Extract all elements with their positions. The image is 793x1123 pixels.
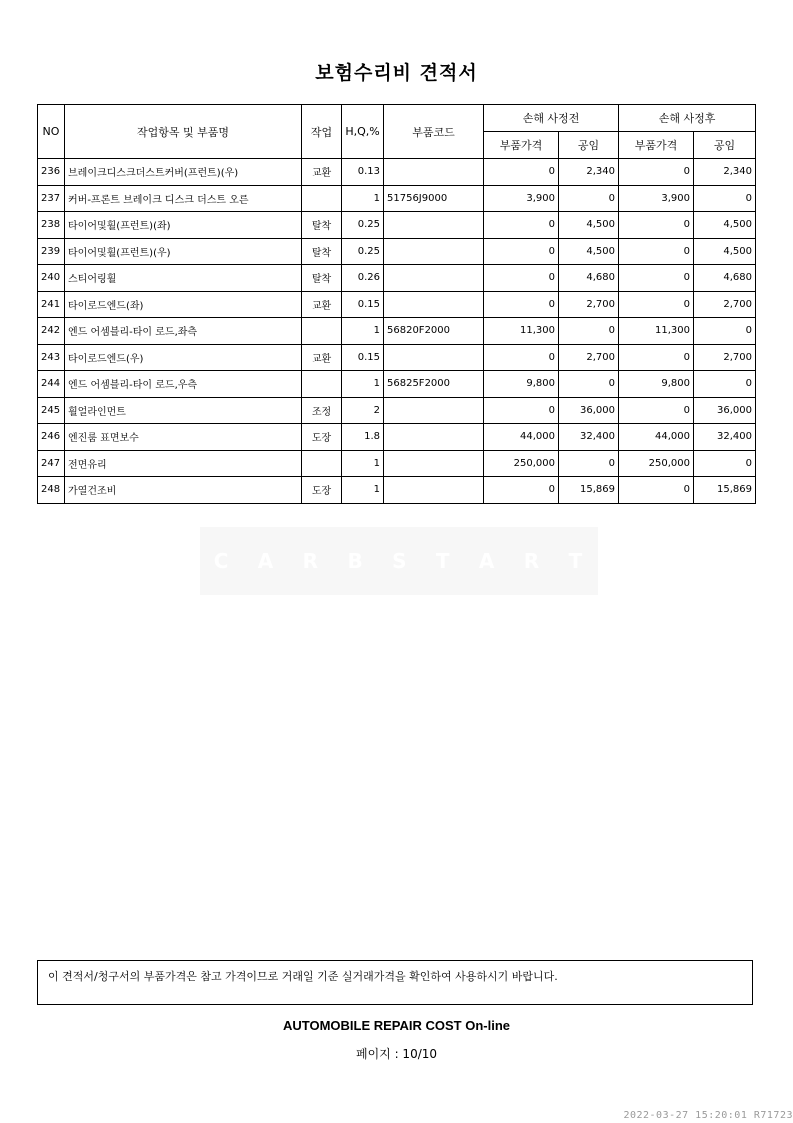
- table-row: [38, 291, 756, 318]
- document-title: 보험수리비 견적서: [315, 62, 478, 84]
- row-item-name: [65, 424, 302, 451]
- row-item-name: [65, 185, 302, 212]
- row-hq: 1: [342, 318, 384, 345]
- row-work: [302, 450, 342, 477]
- row-no: 239: [38, 238, 65, 265]
- row-no: 244: [38, 371, 65, 398]
- row-hq: 1.8: [342, 424, 384, 451]
- watermark-letter: T: [568, 549, 585, 573]
- table-row: [38, 344, 756, 371]
- row-after-part-price: 0: [619, 159, 694, 186]
- watermark-letter: A: [257, 549, 276, 573]
- row-item-name: [65, 265, 302, 292]
- table-row: [38, 371, 756, 398]
- row-work: [302, 371, 342, 398]
- row-after-part-price: 250,000: [619, 450, 694, 477]
- row-work: 탈착: [302, 212, 342, 239]
- row-work: 탈착: [302, 265, 342, 292]
- row-before-part-price: 0: [484, 344, 559, 371]
- row-item-label: 스티어링휠: [68, 274, 117, 286]
- row-before-part-price: 0: [484, 291, 559, 318]
- row-part-code: [384, 212, 484, 239]
- row-before-part-price: 3,900: [484, 185, 559, 212]
- row-work: [302, 185, 342, 212]
- row-after-part-price: 0: [619, 265, 694, 292]
- row-after-labor: 15,869: [694, 477, 756, 504]
- header-item: 작업항목 및 부품명: [65, 105, 302, 159]
- page-number: 페이지 : 10/10: [355, 1047, 438, 1061]
- table-row: [38, 159, 756, 186]
- row-hq: 0.15: [342, 344, 384, 371]
- row-item-label: 브레이크디스크더스트커버(프런트)(우): [68, 168, 239, 180]
- row-work: [302, 318, 342, 345]
- header-after-assessment: 손해 사정후: [619, 105, 756, 132]
- row-part-code: [384, 291, 484, 318]
- table-row: [38, 424, 756, 451]
- estimate-rows: [38, 159, 756, 504]
- row-after-labor: 32,400: [694, 424, 756, 451]
- row-before-part-price: 0: [484, 397, 559, 424]
- row-item-name: [65, 212, 302, 239]
- watermark-letter: S: [392, 549, 409, 573]
- row-after-labor: 0: [694, 371, 756, 398]
- table-row: [38, 212, 756, 239]
- row-part-code: [384, 450, 484, 477]
- watermark-letter: R: [523, 549, 542, 573]
- row-part-code: [384, 344, 484, 371]
- row-item-name: [65, 159, 302, 186]
- row-before-labor: 0: [559, 185, 619, 212]
- row-before-labor: 2,700: [559, 291, 619, 318]
- row-after-part-price: 9,800: [619, 371, 694, 398]
- row-work: 교환: [302, 159, 342, 186]
- header-hq: H,Q,%: [342, 105, 384, 159]
- row-hq: 0.15: [342, 291, 384, 318]
- row-before-part-price: 44,000: [484, 424, 559, 451]
- row-before-labor: 0: [559, 318, 619, 345]
- row-after-labor: 4,500: [694, 238, 756, 265]
- row-before-labor: 15,869: [559, 477, 619, 504]
- row-part-code: [384, 397, 484, 424]
- row-work: 교환: [302, 291, 342, 318]
- print-timestamp: 2022-03-27 15:20:01 R71723: [623, 1110, 793, 1121]
- row-after-part-price: 11,300: [619, 318, 694, 345]
- notice-box: 이 견적서/청구서의 부품가격은 참고 가격이므로 거래일 기준 실거래가격을 확인하여 사용하시기 바랍니다.: [37, 960, 753, 1005]
- watermark-letter: A: [478, 549, 497, 573]
- row-after-part-price: 0: [619, 344, 694, 371]
- row-after-labor: 0: [694, 450, 756, 477]
- row-hq: 0.26: [342, 265, 384, 292]
- row-work: 교환: [302, 344, 342, 371]
- row-item-name: [65, 371, 302, 398]
- row-part-code: [384, 238, 484, 265]
- row-item-name: [65, 238, 302, 265]
- row-item-name: [65, 318, 302, 345]
- row-no: 238: [38, 212, 65, 239]
- row-after-labor: 4,680: [694, 265, 756, 292]
- watermark-letter: C: [213, 549, 231, 573]
- table-row: [38, 265, 756, 292]
- row-no: 246: [38, 424, 65, 451]
- row-before-labor: 4,500: [559, 212, 619, 239]
- row-item-label: 엔드 어셈블리-타이 로드,좌측: [68, 327, 198, 339]
- row-no: 236: [38, 159, 65, 186]
- row-hq: 1: [342, 371, 384, 398]
- row-after-part-price: 0: [619, 212, 694, 239]
- row-item-label: 타이로드엔드(좌): [68, 300, 144, 312]
- row-after-labor: 4,500: [694, 212, 756, 239]
- row-after-part-price: 0: [619, 397, 694, 424]
- row-work: 도장: [302, 477, 342, 504]
- row-part-code: [384, 424, 484, 451]
- watermark-letter: R: [302, 549, 321, 573]
- header-before-part-price: 부품가격: [484, 132, 559, 159]
- header-work: 작업: [302, 105, 342, 159]
- row-item-name: [65, 450, 302, 477]
- row-work: 탈착: [302, 238, 342, 265]
- row-after-part-price: 0: [619, 291, 694, 318]
- row-hq: 2: [342, 397, 384, 424]
- table-row: [38, 318, 756, 345]
- row-after-labor: 2,340: [694, 159, 756, 186]
- row-before-labor: 2,700: [559, 344, 619, 371]
- header-after-part-price: 부품가격: [619, 132, 694, 159]
- row-after-part-price: 0: [619, 238, 694, 265]
- row-no: 245: [38, 397, 65, 424]
- row-before-part-price: 0: [484, 477, 559, 504]
- header-before-assessment: 손해 사정전: [484, 105, 619, 132]
- row-before-labor: 36,000: [559, 397, 619, 424]
- row-item-name: [65, 291, 302, 318]
- header-after-labor: 공임: [694, 132, 756, 159]
- row-before-part-price: 250,000: [484, 450, 559, 477]
- row-item-label: 타이어및휠(프런트)(우): [68, 247, 171, 259]
- row-no: 242: [38, 318, 65, 345]
- row-item-name: [65, 344, 302, 371]
- header-no: NO: [38, 105, 65, 159]
- row-before-labor: 4,680: [559, 265, 619, 292]
- row-item-name: [65, 477, 302, 504]
- row-before-part-price: 0: [484, 265, 559, 292]
- row-no: 241: [38, 291, 65, 318]
- row-item-label: 휠얼라인먼트: [68, 406, 126, 418]
- row-hq: 0.25: [342, 212, 384, 239]
- row-part-code: 56820F2000: [384, 318, 484, 345]
- row-no: 243: [38, 344, 65, 371]
- row-part-code: 51756J9000: [384, 185, 484, 212]
- row-hq: 1: [342, 477, 384, 504]
- row-before-labor: 0: [559, 450, 619, 477]
- row-after-part-price: 0: [619, 477, 694, 504]
- row-hq: 1: [342, 185, 384, 212]
- row-before-labor: 4,500: [559, 238, 619, 265]
- row-part-code: [384, 159, 484, 186]
- row-item-label: 가열건조비: [68, 486, 117, 498]
- row-work: 조정: [302, 397, 342, 424]
- row-part-code: 56825F2000: [384, 371, 484, 398]
- row-before-part-price: 11,300: [484, 318, 559, 345]
- row-item-label: 타이어및휠(프런트)(좌): [68, 221, 171, 233]
- row-after-part-price: 3,900: [619, 185, 694, 212]
- table-row: [38, 450, 756, 477]
- row-item-name: [65, 397, 302, 424]
- header-before-labor: 공임: [559, 132, 619, 159]
- header-part-code: 부품코드: [384, 105, 484, 159]
- row-item-label: 엔진룸 표면보수: [68, 433, 139, 445]
- row-hq: 1: [342, 450, 384, 477]
- row-before-labor: 32,400: [559, 424, 619, 451]
- row-part-code: [384, 477, 484, 504]
- row-item-label: 전면유리: [68, 459, 107, 471]
- row-no: 248: [38, 477, 65, 504]
- row-before-part-price: 0: [484, 159, 559, 186]
- row-item-label: 엔드 어셈블리-타이 로드,우측: [68, 380, 198, 392]
- table-row: [38, 238, 756, 265]
- row-after-labor: 36,000: [694, 397, 756, 424]
- row-after-part-price: 44,000: [619, 424, 694, 451]
- table-row: [38, 477, 756, 504]
- row-before-part-price: 0: [484, 238, 559, 265]
- row-no: 237: [38, 185, 65, 212]
- row-before-labor: 2,340: [559, 159, 619, 186]
- table-row: [38, 185, 756, 212]
- row-work: 도장: [302, 424, 342, 451]
- watermark-letter: T: [435, 549, 452, 573]
- brand-footer: AUTOMOBILE REPAIR COST On-line: [282, 1018, 511, 1033]
- row-no: 240: [38, 265, 65, 292]
- row-before-part-price: 9,800: [484, 371, 559, 398]
- row-part-code: [384, 265, 484, 292]
- row-after-labor: 2,700: [694, 344, 756, 371]
- row-no: 247: [38, 450, 65, 477]
- row-item-label: 커버-프론트 브레이크 디스크 더스트 오른: [68, 194, 249, 206]
- row-after-labor: 0: [694, 185, 756, 212]
- estimate-table: [37, 104, 756, 504]
- row-item-label: 타이로드엔드(우): [68, 353, 144, 365]
- row-hq: 0.25: [342, 238, 384, 265]
- row-before-part-price: 0: [484, 212, 559, 239]
- row-after-labor: 2,700: [694, 291, 756, 318]
- watermark-letter: B: [347, 549, 365, 573]
- row-hq: 0.13: [342, 159, 384, 186]
- table-row: [38, 397, 756, 424]
- watermark-logo: [200, 527, 598, 595]
- row-before-labor: 0: [559, 371, 619, 398]
- row-after-labor: 0: [694, 318, 756, 345]
